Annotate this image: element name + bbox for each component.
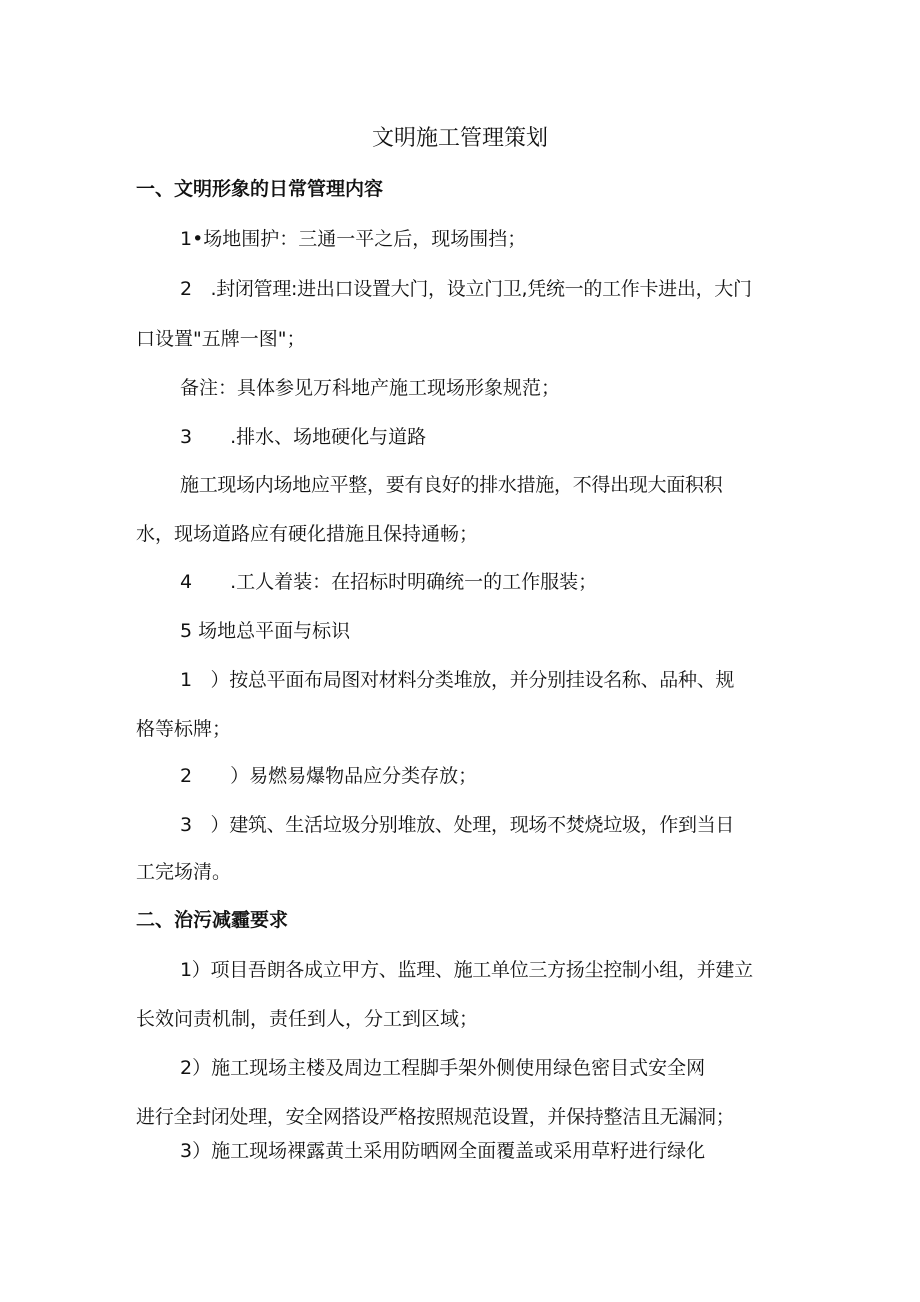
paragraph-line: 2）施工现场主楼及周边工程脚手架外侧使用绿色密目式安全网: [180, 1057, 706, 1079]
section-heading-2: 二、治污减霾要求: [136, 909, 289, 931]
paragraph-line: 口设置"五牌一图"；: [136, 328, 306, 350]
paragraph-line: 格等标牌；: [136, 718, 232, 740]
document-title: 文明施工管理策划: [371, 126, 548, 151]
paragraph-line: 备注：具体参见万科地产施工现场形象规范；: [180, 377, 561, 399]
paragraph-line: 4 .工人着装：在招标时明确统一的工作服装；: [180, 571, 598, 593]
paragraph-line: 3）施工现场裸露黄土采用防晒网全面覆盖或采用草籽进行绿化: [180, 1140, 706, 1162]
paragraph-line: 1 ）按总平面布局图对材料分类堆放，并分别挂设名称、品种、规: [180, 669, 735, 691]
paragraph-line: 水，现场道路应有硬化措施且保持通畅；: [136, 523, 479, 545]
paragraph-line: 长效问责机制，责任到人，分工到区域；: [136, 1008, 479, 1030]
paragraph-line: 3 .排水、场地硬化与道路: [180, 426, 427, 448]
section-heading-1: 一、文明形象的日常管理内容: [136, 178, 384, 200]
paragraph-line: 5 场地总平面与标识: [180, 620, 351, 642]
paragraph-line: 进行全封闭处理，安全网搭设严格按照规范设置，并保持整洁且无漏洞；: [136, 1106, 735, 1128]
paragraph-line: 工完场清。: [136, 861, 232, 883]
paragraph-line: 1•场地围护：三通一平之后，现场围挡；: [180, 228, 527, 250]
paragraph-line: 2 ）易燃易爆物品应分类存放；: [180, 765, 478, 787]
paragraph-line: 施工现场内场地应平整，要有良好的排水措施，不得出现大面积积: [180, 474, 723, 496]
paragraph-line: 1）项目吾朗各成立甲方、监理、施工单位三方扬尘控制小组，并建立: [180, 959, 753, 981]
paragraph-line: 2 .封闭管理:进出口设置大门，设立门卫,凭统一的工作卡进出，大门: [180, 278, 752, 300]
paragraph-line: 3 ）建筑、生活垃圾分别堆放、处理，现场不焚烧垃圾，作到当日: [180, 814, 735, 836]
